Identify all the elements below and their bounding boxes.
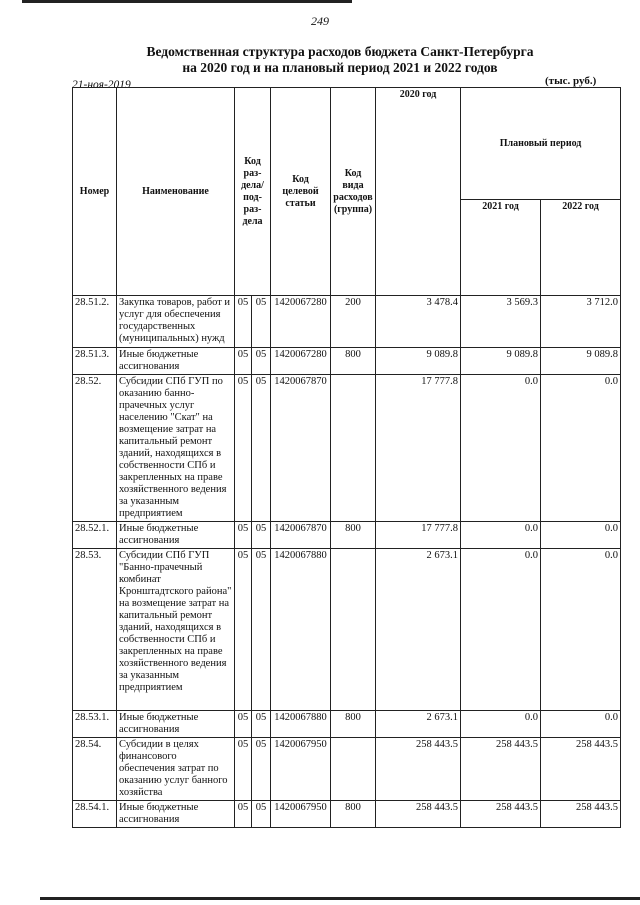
row-name: Иные бюджетные ассигнования: [117, 348, 235, 375]
row-podrazdel: 05: [252, 738, 271, 801]
row-number: 28.54.: [73, 738, 117, 801]
row-vr: 800: [331, 801, 376, 828]
table-row: [73, 801, 621, 828]
row-2020: 258 443.5: [376, 738, 461, 801]
row-2022: 258 443.5: [541, 738, 621, 801]
header-2020: 2020 год: [376, 88, 461, 296]
row-number: 28.52.1.: [73, 522, 117, 549]
header-number: Номер: [73, 88, 117, 296]
row-number: 28.53.1.: [73, 711, 117, 738]
row-name: Субсидии СПб ГУП "Банно-прачечный комбинат Кронштадтского района" на возмещение затрат на капитальный ремонт зданий, находящихся в собственности СПб и закрепленных на праве хозяйственного ведения за указанным предприятием: [117, 549, 235, 711]
row-name: Субсидии СПб ГУП по оказанию банно-прачечных услуг населению "Скат" на возмещение затрат на капитальный ремонт зданий, находящихся в собственности СПб и закрепленных на праве хозяйственного ведения за указанным предприятием: [117, 375, 235, 522]
row-vr: 800: [331, 522, 376, 549]
table-row: [73, 296, 621, 348]
row-podrazdel: 05: [252, 711, 271, 738]
row-2020: 2 673.1: [376, 549, 461, 711]
row-podrazdel: 05: [252, 348, 271, 375]
row-number: 28.52.: [73, 375, 117, 522]
row-2020: 3 478.4: [376, 296, 461, 348]
row-name: Иные бюджетные ассигнования: [117, 801, 235, 828]
header-2022: 2022 год: [541, 200, 621, 296]
row-cs: 1420067880: [271, 549, 331, 711]
row-razdel: 05: [235, 348, 252, 375]
row-2020: 258 443.5: [376, 801, 461, 828]
row-name: Иные бюджетные ассигнования: [117, 711, 235, 738]
row-vr: 800: [331, 711, 376, 738]
row-2022: 3 712.0: [541, 296, 621, 348]
header-razdel: Код раз-дела/ под-раз-дела: [235, 88, 271, 296]
document-date: 21-ноя-2019: [72, 79, 131, 91]
table-row: [73, 522, 621, 549]
row-razdel: 05: [235, 738, 252, 801]
header-planned: Плановый период: [461, 88, 621, 200]
row-2021: 258 443.5: [461, 738, 541, 801]
row-vr: [331, 549, 376, 711]
row-cs: 1420067950: [271, 801, 331, 828]
header-row: [73, 88, 621, 200]
row-2021: 0.0: [461, 375, 541, 522]
table-row: [73, 348, 621, 375]
row-podrazdel: 05: [252, 375, 271, 522]
row-razdel: 05: [235, 549, 252, 711]
row-2022: 258 443.5: [541, 801, 621, 828]
row-podrazdel: 05: [252, 801, 271, 828]
row-2021: 258 443.5: [461, 801, 541, 828]
document-title: [60, 44, 620, 76]
row-vr: [331, 738, 376, 801]
row-2020: 2 673.1: [376, 711, 461, 738]
row-cs: 1420067280: [271, 296, 331, 348]
row-name: Иные бюджетные ассигнования: [117, 522, 235, 549]
row-2021: 9 089.8: [461, 348, 541, 375]
row-number: 28.51.2.: [73, 296, 117, 348]
row-vr: 200: [331, 296, 376, 348]
row-podrazdel: 05: [252, 549, 271, 711]
header-vr: Код вида расходов (группа): [331, 88, 376, 296]
row-2022: 0.0: [541, 375, 621, 522]
row-name: Закупка товаров, работ и услуг для обеспечения государственных (муниципальных) нужд: [117, 296, 235, 348]
header-2021: 2021 год: [461, 200, 541, 296]
row-razdel: 05: [235, 522, 252, 549]
row-2020: 17 777.8: [376, 522, 461, 549]
units-label: (тыс. руб.): [545, 75, 597, 87]
row-vr: [331, 375, 376, 522]
row-podrazdel: 05: [252, 522, 271, 549]
page-number: 249: [311, 14, 329, 28]
row-cs: 1420067880: [271, 711, 331, 738]
title-line-1: Ведомственная структура расходов бюджета Санкт-Петербурга: [146, 44, 534, 59]
row-razdel: 05: [235, 711, 252, 738]
row-number: 28.54.1.: [73, 801, 117, 828]
table-row: [73, 375, 621, 522]
row-cs: 1420067870: [271, 375, 331, 522]
budget-table: [72, 87, 621, 828]
row-2021: 0.0: [461, 522, 541, 549]
row-cs: 1420067870: [271, 522, 331, 549]
row-razdel: 05: [235, 801, 252, 828]
header-name: Наименование: [117, 88, 235, 296]
row-cs: 1420067950: [271, 738, 331, 801]
row-2021: 0.0: [461, 549, 541, 711]
row-podrazdel: 05: [252, 296, 271, 348]
table-row: [73, 738, 621, 801]
table-row: [73, 549, 621, 711]
top-rule: [22, 0, 352, 3]
row-2020: 17 777.8: [376, 375, 461, 522]
row-2022: 0.0: [541, 711, 621, 738]
row-2022: 0.0: [541, 549, 621, 711]
row-razdel: 05: [235, 375, 252, 522]
title-line-2: на 2020 год и на плановый период 2021 и 2022 годов: [182, 60, 498, 75]
row-number: 28.53.: [73, 549, 117, 711]
row-razdel: 05: [235, 296, 252, 348]
table-row: [73, 711, 621, 738]
row-2022: 9 089.8: [541, 348, 621, 375]
row-vr: 800: [331, 348, 376, 375]
row-name: Субсидии в целях финансового обеспечения затрат по оказанию услуг банного хозяйства: [117, 738, 235, 801]
row-2020: 9 089.8: [376, 348, 461, 375]
row-2022: 0.0: [541, 522, 621, 549]
bottom-rule: [40, 897, 640, 900]
row-cs: 1420067280: [271, 348, 331, 375]
row-number: 28.51.3.: [73, 348, 117, 375]
row-2021: 0.0: [461, 711, 541, 738]
header-cs: Код целевой статьи: [271, 88, 331, 296]
row-2021: 3 569.3: [461, 296, 541, 348]
